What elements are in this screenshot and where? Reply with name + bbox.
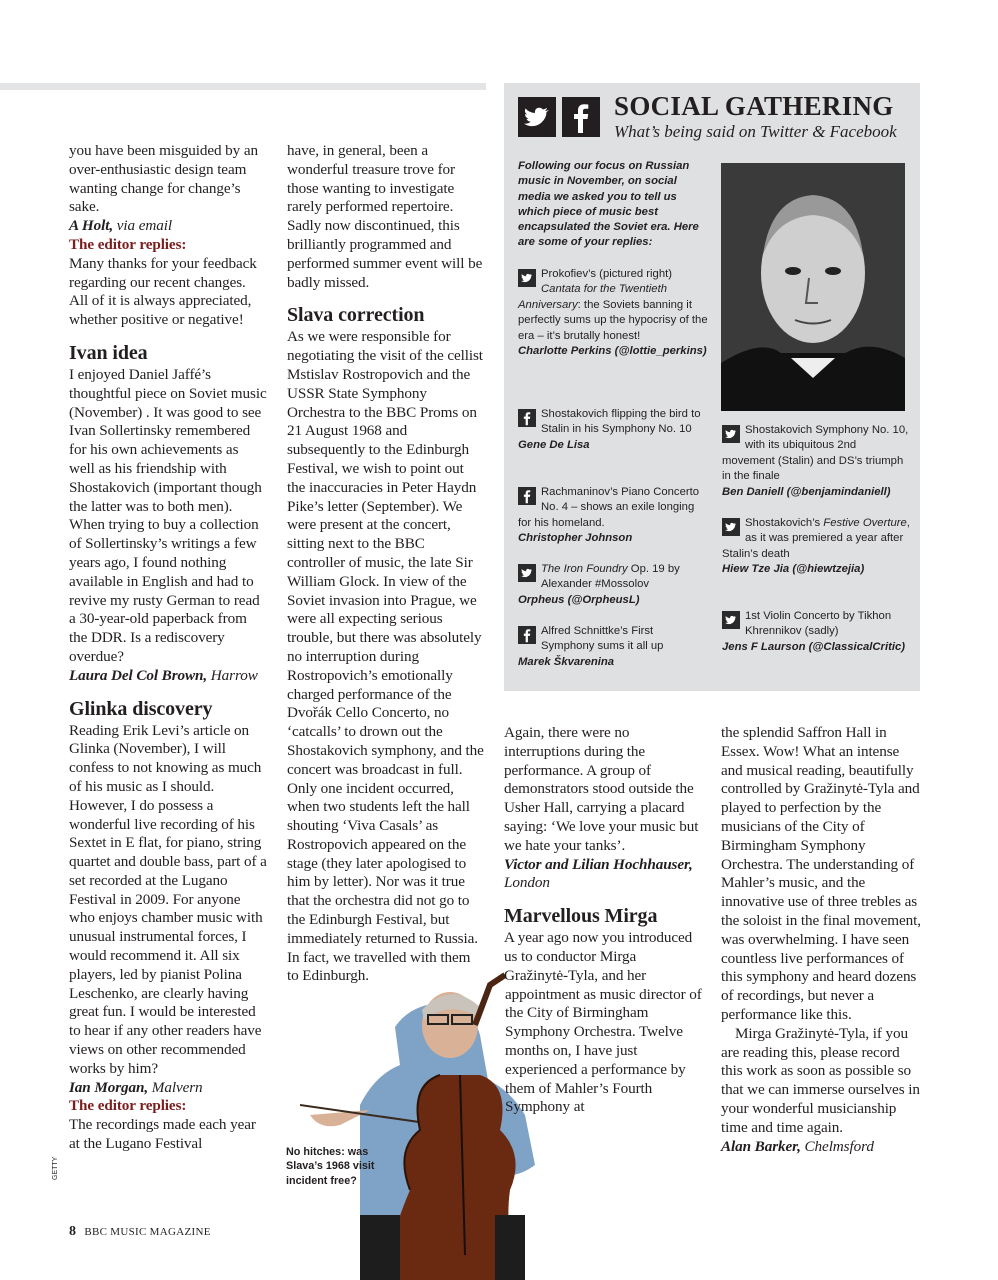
- twitter-icon: [722, 518, 740, 536]
- twitter-icon: [722, 611, 740, 629]
- editor-reply: The editor replies: The recordings made each year at the Lugano Festival: [69, 1097, 267, 1153]
- social-post: Shostakovich flipping the bird to Stalin in his Symphony No. 10 Gene De Lisa: [518, 408, 701, 451]
- social-post: Shostakovich’s Festive Overture, as it was premiered a year after Stalin’s death Hiew Tze Jia (@hiewtzejia): [722, 517, 910, 576]
- letter-text: have, in general, been a wonderful treasure trove for those wanting to investigate rarely performed repertoire. Sadly now discontinued, this brilliantly programmed and performed summer event will be badly missed.: [287, 142, 483, 291]
- social-intro: Following our focus on Russian music in November, on social media we asked you to tell us which piece of music best encapsulated the Soviet era. Here are some of your replies:: [518, 160, 699, 249]
- twitter-icon: [518, 269, 536, 287]
- letter-text: you have been misguided by an over-enthusiastic design team wanting change for change’s sake.: [69, 142, 259, 216]
- editor-replies-label: The editor replies:: [69, 235, 187, 253]
- letter-text: As we were responsible for negotiating the visit of the cellist Mstislav Rostropovich and the USSR State Symphony Orchestra to the BBC Proms on 21 August 1968 and subsequently to the Edinburgh Festival, we wish to point out the inaccuracies in Peter Haydn Pike’s letter (September). We were present at the concert, sitting next to the BBC controller of music, the late Sir William Glock. In view of the Soviet invasion into Prague, we were all expecting serious trouble, but there was absolutely no interruption during Rostropovich’s emotionally charged performance of the Dvořák Cello Concerto, no ‘catcalls’ to drown out the Shostakovich symphony, and the concert was broadcast in full. Only one incident occurred, when two students left the hall shouting ‘Viva Casals’ as Rostropovich appeared on the stage (they later apologised to him by letter). Nor was it true that the orchestra did not go to the Edinburgh Festival, but immediately returned to Russia. In fact, we travelled with them to Edinburgh.: [287, 328, 484, 985]
- editor-reply: The editor replies: Many thanks for your feedback regarding our recent changes. All of it is always appreciated, whether positive or negative!: [69, 236, 267, 330]
- column-2: [287, 142, 485, 986]
- letter-signature: Victor and Lilian Hochhauser, London: [504, 855, 693, 892]
- twitter-icon: [518, 564, 536, 582]
- heading-slava-correction: Slava correction: [287, 304, 425, 327]
- facebook-icon: [562, 97, 600, 137]
- heading-ivan-idea: Ivan idea: [69, 341, 148, 364]
- letter-signature: Ian Morgan, Malvern: [69, 1078, 203, 1096]
- letter-text: Again, there were no interruptions during the performance. A group of demonstrators stood outside the Usher Hall, carrying a placard saying: ‘We love your music but we hate your tanks’.: [504, 724, 699, 854]
- letter-text: Mirga Gražinytė-Tyla, if you are reading this, please record this work as soon as possible so that we can immerse ourselves in your wonderful musicianship time and time again.: [721, 1024, 920, 1136]
- facebook-icon: [518, 409, 536, 427]
- column-4: [721, 724, 921, 1156]
- social-post: 1st Violin Concerto by Tikhon Khrennikov (sadly) Jens F Laurson (@ClassicalCritic): [722, 610, 906, 653]
- letter-signature: Laura Del Col Brown, Harrow: [69, 666, 258, 684]
- facebook-icon: [518, 626, 536, 644]
- heading-marvellous-mirga: Marvellous Mirga: [504, 905, 658, 928]
- column-1: [69, 142, 267, 1154]
- page-footer: [69, 1224, 211, 1240]
- page-number: 8: [69, 1224, 77, 1239]
- social-post: The Iron Foundry Op. 19 by Alexander #Mossolov Orpheus (@OrpheusL): [518, 563, 680, 606]
- social-gathering-box: [504, 83, 920, 691]
- heading-glinka-discovery: Glinka discovery: [69, 697, 213, 720]
- letter-text: the splendid Saffron Hall in Essex. Wow! What an intense and musical reading, beautifully controlled by Gražinytė-Tyla and played to perfection by the musicians of the City of Birmingham Symphony Orchestra. The understanding of Mahler’s music, and the innovative use of three trebles as the soloist in the final movement, was overwhelming. I have seen countless live performances of this symphony and heard dozens of recordings, but never a performance like this.: [721, 724, 921, 1023]
- editor-replies-label: The editor replies:: [69, 1097, 187, 1115]
- letter-text: I enjoyed Daniel Jaffé’s thoughtful piece on Soviet music (November) . It was good to see Ivan Sollertinsky remembered for his own achievements as well as his friendship with Shostakovich (important though the latter was to both men). When trying to buy a collection of Sollertinsky’s writings a few years ago, I found nothing available in English and had to revive my rusty German to read a 30-year-old paperback from the DDR. Is a rediscovery overdue?: [69, 365, 267, 665]
- social-subtitle: What’s being said on Twitter & Facebook: [614, 122, 897, 141]
- letter-signature: A Holt, via email: [69, 217, 172, 235]
- social-post: Alfred Schnittke’s First Symphony sums it all up Marek Škvarenina: [518, 625, 664, 668]
- letter-text: A year ago now you introduced us to conductor Mirga Gražinytė-Tyla, and her appointment as music director of the City of Birmingham Symphony Orchestra. Twelve months on, I have just experienced a performance by them of Mahler’s Fourth Symphony at: [504, 929, 702, 1116]
- twitter-icon: [518, 97, 556, 137]
- facebook-icon: [518, 487, 536, 505]
- letter-signature: Alan Barker, Chelmsford: [721, 1137, 874, 1155]
- photo-caption: No hitches: was Slava’s 1968 visit incident free?: [286, 1146, 375, 1187]
- social-post: Prokofiev’s (pictured right) Cantata for the Twentieth Anniversary: the Soviets banning it perfectly sums up the hypocrisy of the era – it’s brutally honest! Charlotte Perkins (@lottie_perkins): [518, 268, 708, 358]
- prokofiev-portrait: [721, 163, 905, 411]
- twitter-icon: [722, 425, 740, 443]
- column-3: [504, 724, 702, 1250]
- magazine-name: BBC MUSIC MAGAZINE: [84, 1226, 211, 1238]
- social-post: Shostakovich Symphony No. 10, with its ubiquitous 2nd movement (Stalin) and DS’s triumph in the finale Ben Daniell (@benjamindaniell): [722, 424, 909, 498]
- top-rule: [0, 83, 486, 90]
- letter-text: Reading Erik Levi’s article on Glinka (November), I will confess to not knowing as much of his music as I should. However, I do possess a wonderful live recording of his Sextet in E flat, for piano, string quartet and double bass, part of a set recorded at the Lugano Festival in 2009. For anyone who enjoys chamber music with unusual instrumental forces, I would recommend it. All six players, led by pianist Polina Leschenko, are clearly having great fun. I would be interested to hear if any other readers have views on other recommended works by him?: [69, 721, 267, 1077]
- photo-credit: GETTY: [52, 1156, 59, 1180]
- social-title: SOCIAL GATHERING: [614, 91, 894, 121]
- social-post: Rachmaninov’s Piano Concerto No. 4 – shows an exile longing for his homeland. Christopher Johnson: [518, 486, 700, 545]
